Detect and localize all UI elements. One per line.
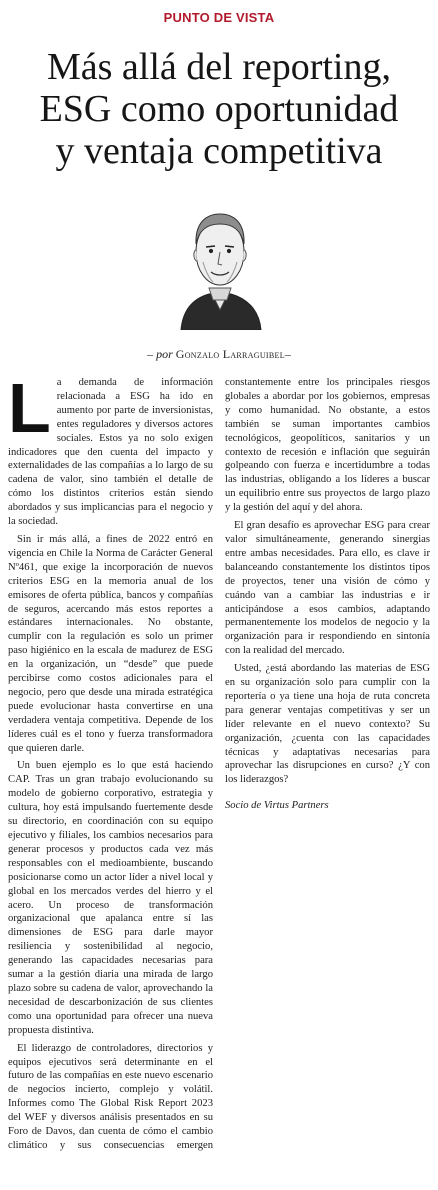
paragraph-1-text: a demanda de información relacionada a ESG ha ido en aumento por parte de inversionistas, entes reguladores y diversos actores sociales. Estos ya no solo exigen indicadores que den cuenta del impacto y externalidades de las compañías a lo largo de su cadena de valor, sino también el detalle de cómo los distintos criterios están siendo abordados y sus implicancias para el negocio y la sociedad. [8,377,213,528]
paragraph-6: Usted, ¿está abordando las materias de ESG en su organización solo para cumplir con la reportería o ya tiene una hoja de ruta concreta para generar ventajas competitivas y ser un líder relevante en el nuevo contexto? Su organización, ¿cuenta con las capacidades técnicas y adaptativas necesarias para aprovechar las disrupciones en curso? ¿Y con los liderazgos? [225,663,430,786]
paragraph-5: El gran desafío es aprovechar ESG para crear valor simultáneamente, generando sinergias entre ambas necesidades. Para ello, es clave ir balanceando constantemente los distintos tipos de proyectos, tener una visión de cómo y cuándo van a cambiar las industrias e ir anticipándose a esos cambios, adaptando permanentemente los modelos de negocio y la organización para ir respondiendo en sintonía con la realidad del mercado. [225,520,430,657]
author-name: Gonzalo Larraguibel [175,347,285,361]
byline [0,347,438,362]
author-portrait [173,200,267,330]
drop-cap: L [8,369,51,447]
article-body [8,369,430,1166]
paragraph-2: Sin ir más allá, a fines de 2022 entró en vigencia en Chile la Norma de Carácter General Nº461, que exige la incorporación de nuevos criterios ESG en la memoria anual de los emisores de oferta pública, bancos y compañías de seguros, acercando más estos reportes a estándares internacionales. No obstante, cumplir con la regulación es solo un primer paso higiénico en la escala de madurez de ESG en la organización, un “desde” que puede percibirse como costos adicionales para el negocio, pero que desde una mirada estratégica puede evolucionar hasta convertirse en una verdadera ventaja competitiva. Depende de los líderes cuál es el tono y fuerza transformadora que quieren darle. [8,533,213,754]
paragraph-3: Un buen ejemplo es lo que está haciendo CAP. Tras un gran trabajo evolucionando su modelo de gobierno corporativo, estrategia y cultura, hoy está impulsando fuertemente desde su directorio, en coordinación con su equipo ejecutivo y filiales, los cambios necesarios para generar procesos y productos cada vez más responsables con el medioambiente, buscando posicionarse como un actor líder a nivel local y global en los mercados verdes del hierro y el acero. Un proceso de transformación organizacional que apalanca entre sí las dimensiones de ESG para darle mayor resiliencia y sostenibilidad al negocio, generando las capacidades necesarias para sumar a la gestión diaria una mirada de largo plazo sobre su cadena de valor, aprovechando la necesidad de descarbonización de sus clientes como una oportunidad para ofrecer una nueva propuesta distintiva. [8,760,213,1036]
headline-line-3: y ventaja competitiva [55,130,383,172]
paragraph-1 [8,369,213,529]
headline-line-1: Más allá del reporting, [46,46,391,88]
author-signature: Socio de Virtus Partners [225,800,329,812]
paragraph-4: El liderazgo de controladores, directorios y equipos ejecutivos será determinante en el futuro de las compañías en este nuevo escenario de negocios incierto, complejo y volátil. Informes como The Global Risk Report 2023 del WEF y diversos análisis presentados en su Foro de Davos, dan cuenta de cómo el cambio climático y sus consecuencias emergen constantemente entre los principales riesgos globales a abordar por los gobiernos, empresas y como humanidad. No obstante, a estos también se suman importantes cambios tecnológicos, geopolíticos, sanitarios y un contexto de recesión e inflación que seguirán golpeando con fuerza e incertidumbre a todas las industrias, obligando a los líderes a buscar un equilibrio entre sus proyectos de largo plazo y la gestión del aquí y del ahora. [8,377,430,1151]
byline-prefix: – por [147,347,173,361]
section-label: PUNTO DE VISTA [163,10,275,25]
headline-line-2: ESG como oportunidad [39,88,399,130]
headline [10,46,428,172]
byline-suffix: – [284,347,291,361]
